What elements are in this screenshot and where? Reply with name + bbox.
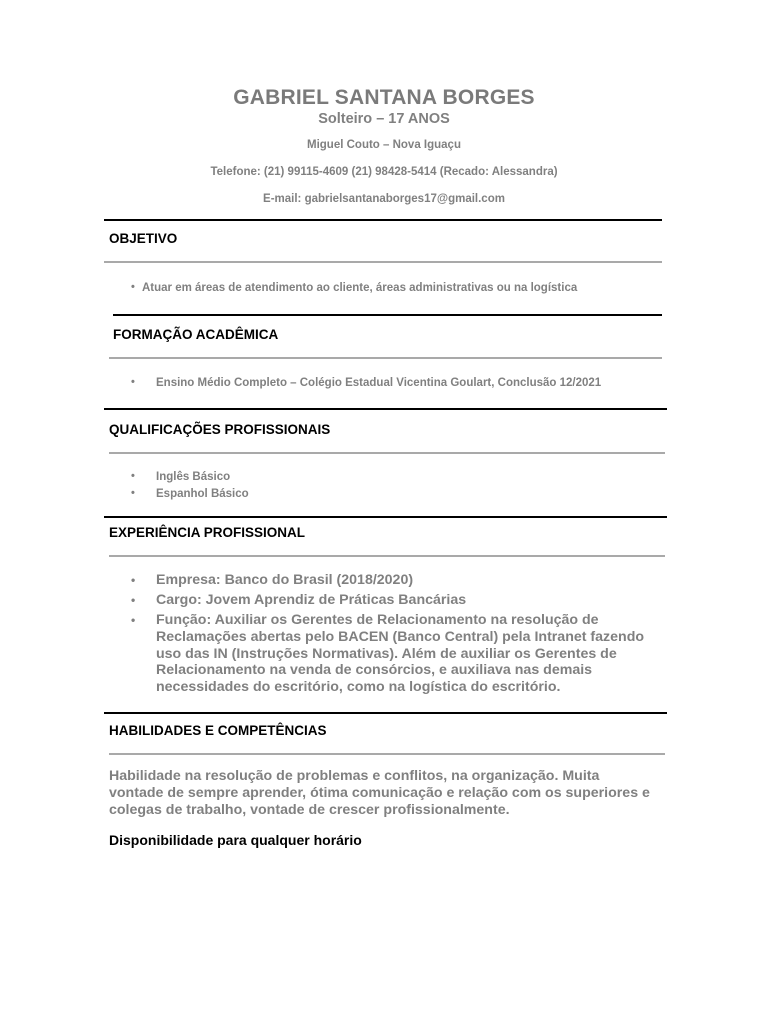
section-title-qualifications: QUALIFICAÇÕES PROFISSIONAIS — [109, 422, 331, 437]
experience-company: Empresa: Banco do Brasil (2018/2020) — [156, 572, 414, 588]
qualification-item: Espanhol Básico — [156, 488, 249, 500]
objective-item: Atuar em áreas de atendimento ao cliente, áreas administrativas ou na logística — [142, 282, 578, 294]
section-divider-gray — [109, 753, 665, 755]
experience-function-line: Reclamações abertas pelo BACEN (Banco Central) pela Intranet fazendo — [156, 629, 645, 645]
section-title-objective: OBJETIVO — [109, 231, 178, 246]
experience-function-line: Relacionamento na venda de consórcios, e auxiliava nas demais — [156, 662, 593, 678]
availability: Disponibilidade para qualquer horário — [109, 832, 362, 848]
section-divider-dark — [104, 712, 667, 714]
bullet: • — [131, 593, 136, 607]
experience-function-line: necessidades do escritório, como na logística do escritório. — [156, 679, 561, 695]
skills-line: colegas de trabalho, vontade de crescer profissionalmente. — [109, 802, 510, 818]
section-title-skills: HABILIDADES E COMPETÊNCIAS — [109, 723, 327, 738]
bullet: • — [131, 487, 135, 499]
candidate-name: GABRIEL SANTANA BORGES — [233, 86, 535, 109]
bullet: • — [131, 281, 135, 293]
section-title-education: FORMAÇÃO ACADÊMICA — [113, 327, 279, 342]
section-divider-dark — [104, 219, 662, 221]
section-title-experience: EXPERIÊNCIA PROFISSIONAL — [109, 525, 306, 540]
section-divider-dark — [104, 408, 667, 410]
experience-function: Função: Auxiliar os Gerentes de Relacionamento na resolução de — [156, 612, 599, 628]
bullet: • — [131, 573, 136, 587]
experience-role: Cargo: Jovem Aprendiz de Práticas Bancárias — [156, 592, 467, 608]
qualification-item: Inglês Básico — [156, 471, 231, 483]
education-item: Ensino Médio Completo – Colégio Estadual Vicentina Goulart, Conclusão 12/2021 — [156, 377, 602, 389]
email: E-mail: gabrielsantanaborges17@gmail.com — [263, 193, 505, 205]
section-divider-gray — [109, 357, 662, 359]
experience-function-line: uso das IN (Instruções Normativas). Além de auxiliar os Gerentes de — [156, 646, 617, 662]
section-divider-gray — [109, 555, 665, 557]
marital-status-age: Solteiro – 17 ANOS — [318, 111, 450, 127]
bullet: • — [131, 613, 136, 627]
skills-line: vontade de sempre aprender, ótima comunicação e relação com os superiores e — [109, 785, 650, 801]
section-divider-gray — [109, 452, 665, 454]
section-divider-gray — [104, 261, 662, 263]
bullet: • — [131, 470, 135, 482]
skills-line: Habilidade na resolução de problemas e conflitos, na organização. Muita — [109, 768, 600, 784]
section-divider-dark — [104, 516, 667, 518]
section-divider-dark — [113, 314, 662, 316]
phone: Telefone: (21) 99115-4609 (21) 98428-5414 (Recado: Alessandra) — [210, 166, 558, 178]
bullet: • — [131, 376, 135, 388]
location: Miguel Couto – Nova Iguaçu — [307, 139, 461, 151]
